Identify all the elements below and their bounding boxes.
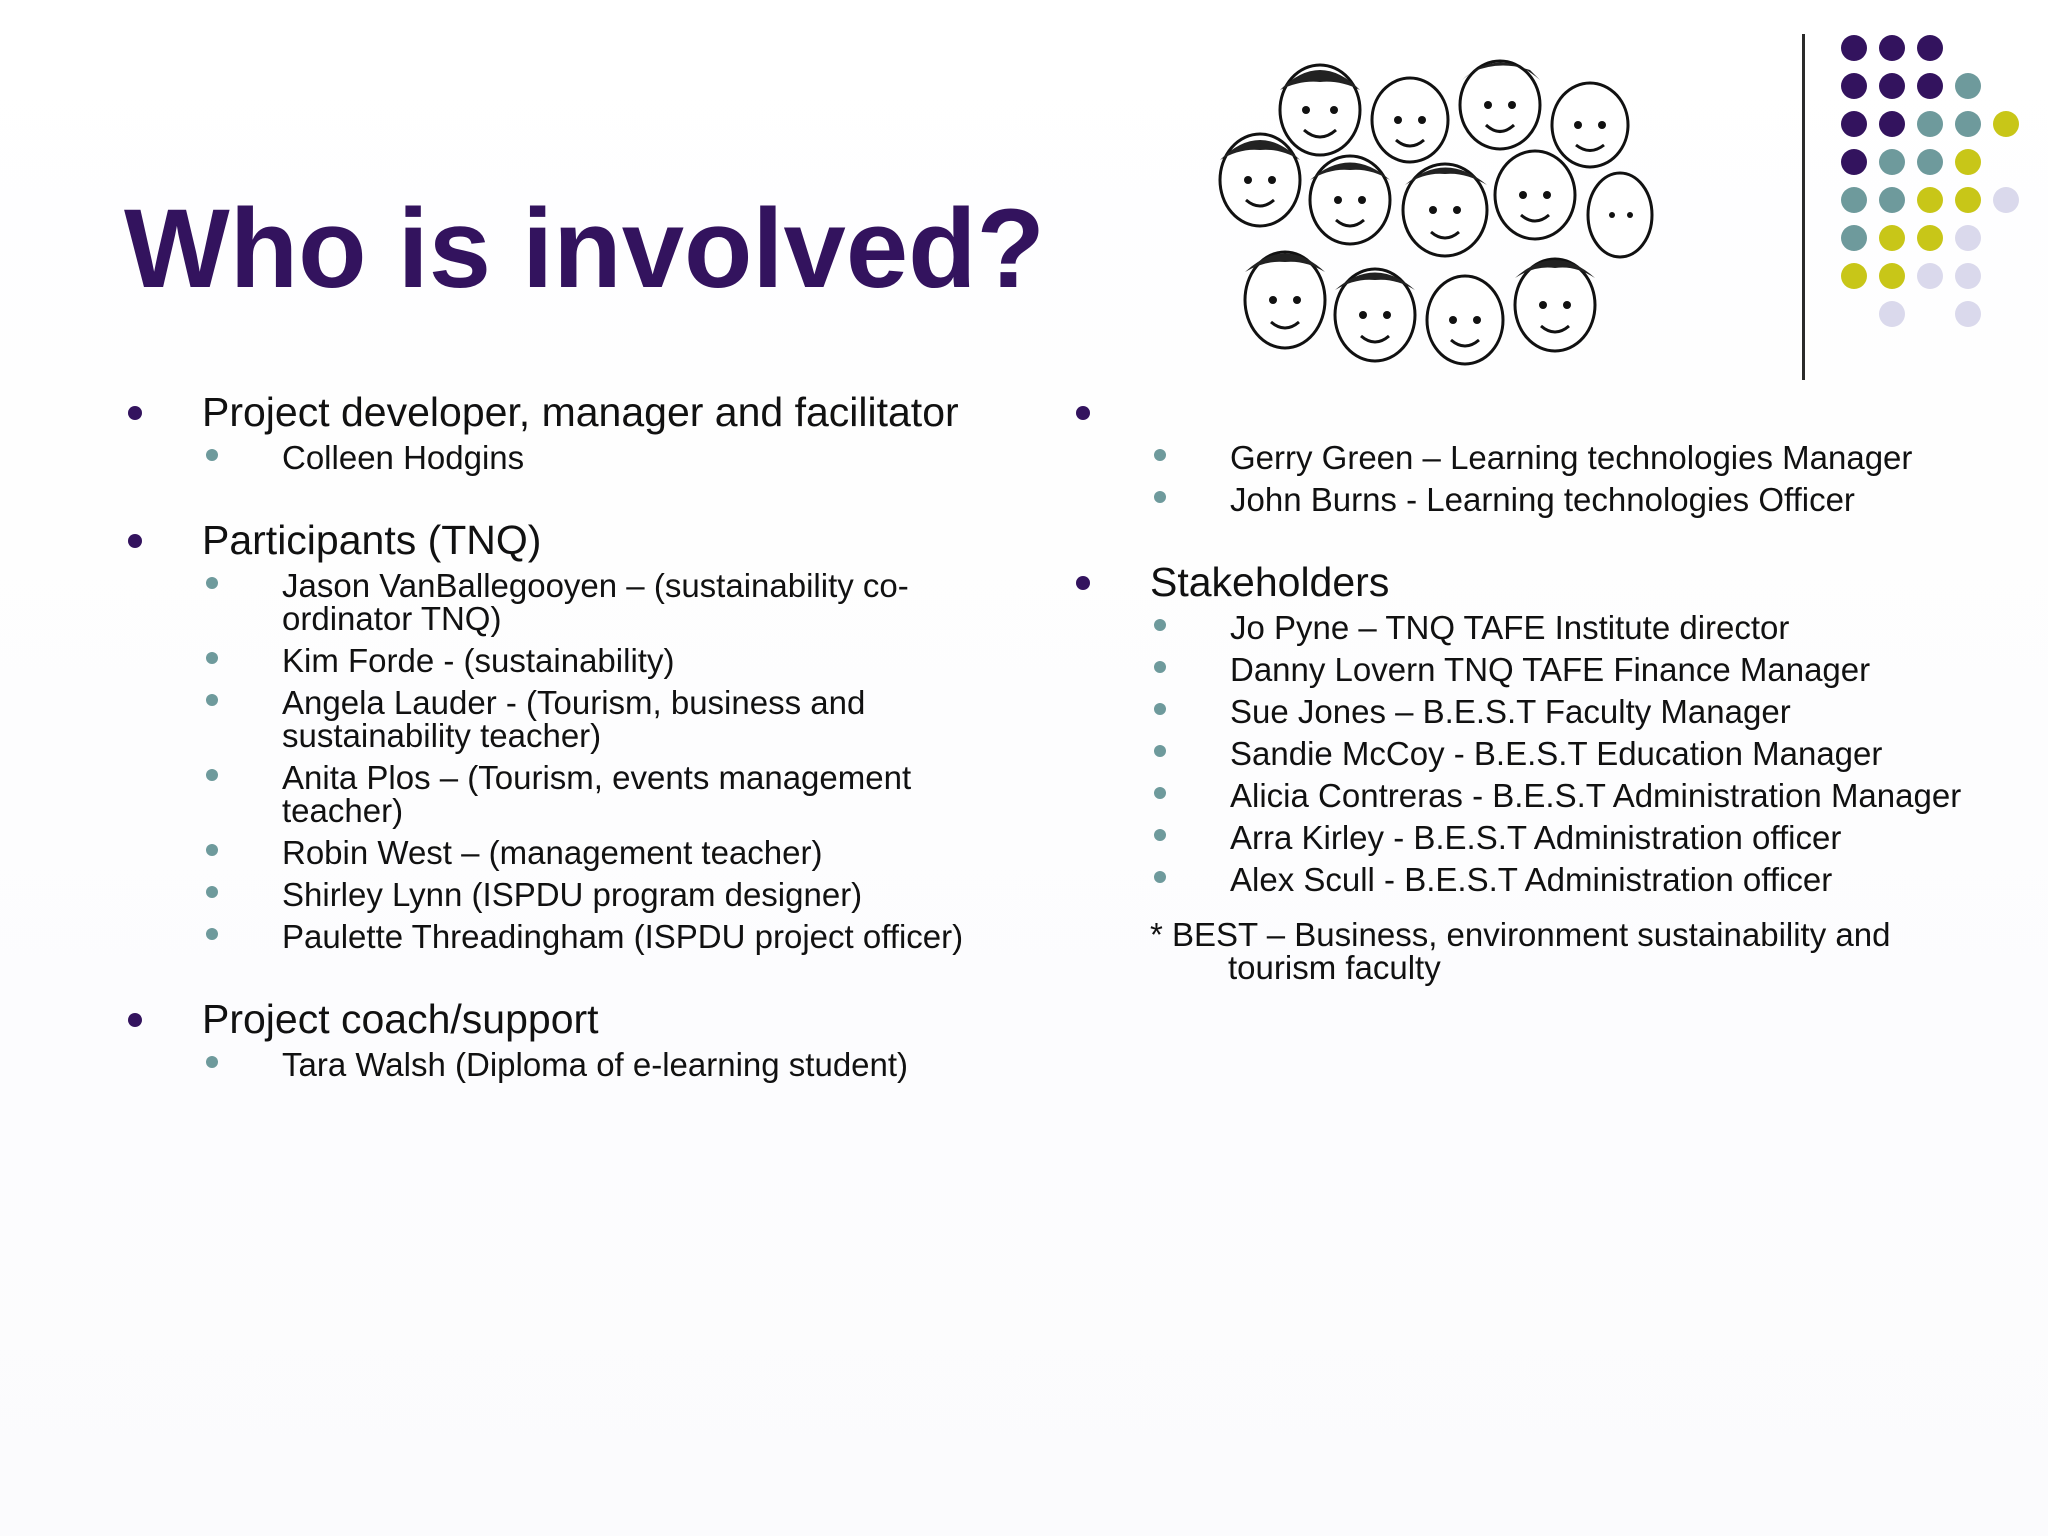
right-column [1072,392,2032,1030]
list-item: Anita Plos – (Tourism, events management teacher) [124,761,1024,827]
list-item: Paulette Threadingham (ISPDU project officer) [124,920,1024,953]
decorative-dot-grid [1836,30,2036,340]
bullet-heading: Participants (TNQ) [124,520,1024,561]
list-item: Alex Scull - B.E.S.T Administration officer [1072,863,2032,896]
footnote-line-1: * BEST – Business, environment sustainability and [1150,916,1891,953]
list-item: Jason VanBallegooyen – (sustainability co-ordinator TNQ) [124,569,1024,635]
group-participants [124,517,1024,955]
group-stakeholders [1072,559,2032,986]
group-project-coach [124,996,1024,1083]
list-item: Sue Jones – B.E.S.T Faculty Manager [1072,695,2032,728]
list-item: Kim Forde - (sustainability) [124,644,1024,677]
footnote [1072,918,2032,984]
sub-list [1072,441,2032,516]
slide-title: Who is involved? [124,186,1045,311]
list-item: Jo Pyne – TNQ TAFE Institute director [1072,611,2032,644]
vertical-divider [1802,34,1805,380]
people-crowd-illustration [1200,50,1660,390]
list-item: Colleen Hodgins [124,441,1024,474]
dot-row-8 [1879,301,1981,327]
sub-list [124,1048,1024,1081]
list-item: Robin West – (management teacher) [124,836,1024,869]
footnote-line-2: tourism faculty [1228,949,1441,986]
dot-row-5 [1841,187,2019,213]
sub-list [1072,611,2032,896]
group-project-developer [124,389,1024,476]
list-item: Danny Lovern TNQ TAFE Finance Manager [1072,653,2032,686]
bullet-heading: Project developer, manager and facilitator [124,392,1024,433]
list-item: Arra Kirley - B.E.S.T Administration officer [1072,821,2032,854]
dot-row-2 [1841,73,1981,99]
group-learning-technologies [1072,392,2032,516]
bullet-heading: Stakeholders [1072,562,2032,603]
dot-row-1 [1841,35,1943,61]
list-item: Alicia Contreras - B.E.S.T Administration Manager [1072,779,2032,812]
sub-list [124,569,1024,953]
list-item: John Burns - Learning technologies Officer [1072,483,2032,516]
dot-row-3 [1841,111,2019,137]
list-item: Sandie McCoy - B.E.S.T Education Manager [1072,737,2032,770]
list-item: Shirley Lynn (ISPDU program designer) [124,878,1024,911]
bullet-heading: Project coach/support [124,999,1024,1040]
left-column [124,389,1024,1127]
sub-list [124,441,1024,474]
list-item: Tara Walsh (Diploma of e-learning student) [124,1048,1024,1081]
dot-row-6 [1841,225,1981,251]
dot-row-7 [1841,263,1981,289]
list-item: Angela Lauder - (Tourism, business and sustainability teacher) [124,686,1024,752]
bullet-heading-empty [1072,392,2032,433]
dot-row-4 [1841,149,1981,175]
list-item: Gerry Green – Learning technologies Manager [1072,441,2032,474]
